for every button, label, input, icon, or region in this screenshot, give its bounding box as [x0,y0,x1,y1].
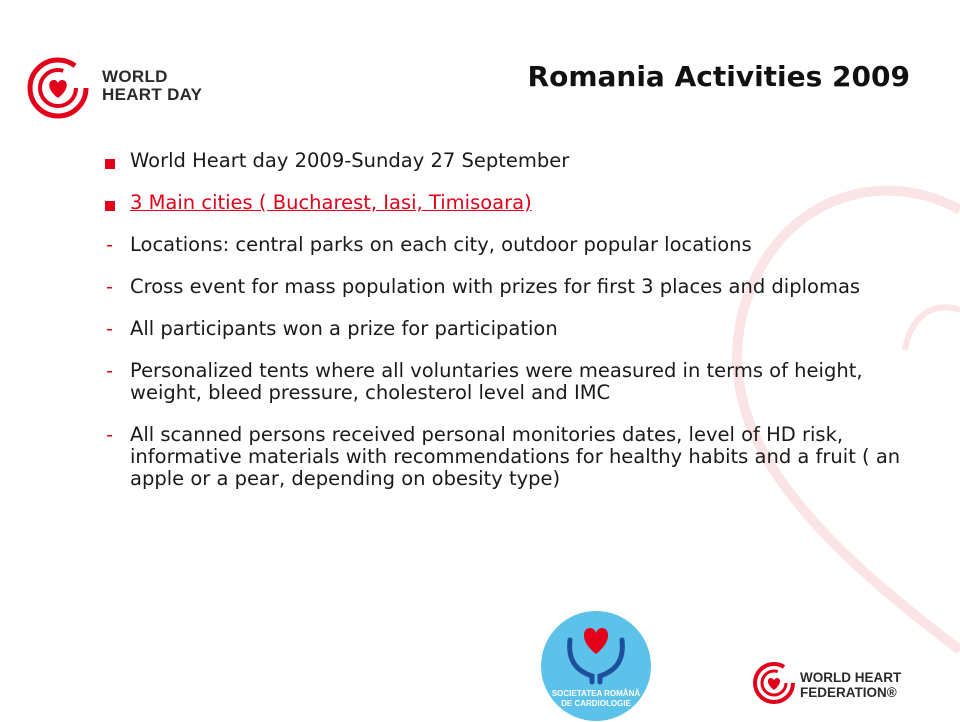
item-text: World Heart day 2009-Sunday 27 September [130,149,570,172]
badge-line-1: SOCIETATEA ROMÂNĂ [551,689,641,698]
bullet-square-icon [100,150,130,172]
list-item [100,150,920,172]
list-item [100,192,920,214]
logo-line-2: HEART DAY [102,85,203,104]
heart-swirl-icon [752,660,798,706]
whf-line-2: FEDERATION® [800,685,897,700]
dash-marker: - [106,359,114,382]
heart-swirl-icon [26,56,92,122]
item-text: Locations: central parks on each city, outdoor popular locations [130,233,752,256]
list-item [100,424,920,490]
badge-line-2: DE CARDIOLOGIE [561,699,631,708]
list-item [100,276,920,298]
logo-wordmark [102,68,202,104]
world-heart-day-logo [26,56,236,120]
item-text: Cross event for mass population with prizes for first 3 places and diplomas [130,275,861,298]
cardiology-society-logo [540,610,652,722]
list-item [100,318,920,340]
item-text: All scanned persons received personal monitories dates, level of HD risk, informative materials with recommendations for healthy habits and a fruit ( an apple or a pear, depending on obesity type) [130,423,901,490]
list-item [100,360,920,404]
dash-marker: - [106,275,114,298]
bullet-list [100,150,920,510]
whf-line-1: WORLD HEART [800,670,902,685]
dash-marker: - [106,423,114,446]
cities-link[interactable]: 3 Main cities ( Bucharest, Iasi, Timisoara) [130,191,532,214]
world-heart-federation-logo [752,660,952,710]
dash-marker: - [106,317,114,340]
whf-wordmark [800,670,901,700]
dash-marker: - [106,233,114,256]
logo-line-1: WORLD [102,67,168,86]
list-item [100,234,920,256]
bullet-square-icon [100,192,130,214]
page-title: Romania Activities 2009 [527,60,910,93]
item-text: Personalized tents where all voluntaries were measured in terms of height, weight, bleed pressure, cholesterol level and IMC [130,359,863,404]
item-text: All participants won a prize for participation [130,317,558,340]
